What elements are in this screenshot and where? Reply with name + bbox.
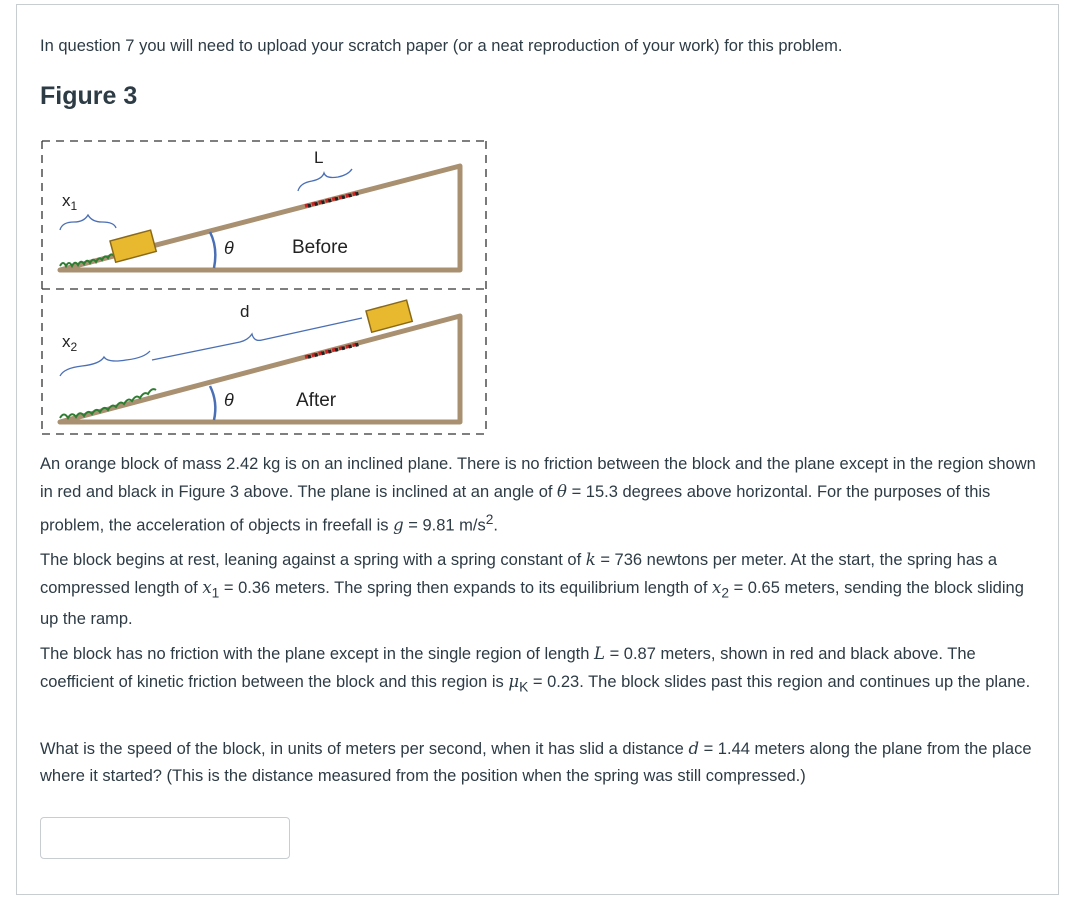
theta-before: θ (224, 238, 234, 258)
intro-text: In question 7 you will need to upload your scratch paper (or a neat reproduction of your work) for this problem. (40, 37, 843, 55)
brace-L (298, 169, 352, 191)
theta-arc-after (210, 386, 215, 420)
figure-dashed-border (42, 141, 486, 434)
label-before: Before (292, 237, 348, 258)
answer-input[interactable] (40, 817, 290, 859)
label-L: L (314, 148, 324, 167)
label-x2: $x_2$ (62, 332, 78, 354)
figure-title: Figure 3 (40, 82, 138, 110)
block-after (366, 300, 412, 332)
before-panel (60, 148, 460, 270)
block-before (110, 230, 156, 262)
after-panel (60, 300, 460, 422)
question-paragraph-3: The block has no friction with the plane except in the single region of length L = 0.87 meters, shown in red and black above. The coefficient of kinetic friction between the block and this region is $\mu_K = 0.23$. The block slides past this region and continues up the plane. (40, 644, 1031, 695)
brace-x2 (60, 351, 150, 376)
ramp-after (60, 316, 460, 422)
spring-after (60, 389, 156, 418)
brace-d (152, 318, 362, 360)
question-paragraph-1: An orange block of mass 2.42 kg is on an inclined plane. There is no friction between the block and the plane except in the region shown in red and black in Figure 3 above. The plane is inclined at an angle of θ = 15.3 degrees above horizontal. For the purposes of this problem, the acceleration of objects in freefall is g = 9.81 $m/s^2$. (40, 455, 1036, 535)
theta-arc-before (210, 232, 215, 268)
brace-x1 (60, 215, 116, 230)
question-paragraph-4: What is the speed of the block, in units of meters per second, when it has slid a distance d = 1.44 meters along the plane from the place where it started? (This is the distance measured from the position when the spring was still compressed.) (40, 739, 1032, 785)
theta-after: θ (224, 390, 234, 410)
label-after: After (296, 390, 337, 411)
figure-3 (40, 136, 490, 441)
label-x1: $x_1$ (62, 191, 78, 213)
question-paragraph-2: The block begins at rest, leaning against a spring with a spring constant of k = 736 newtons per meter. At the start, the spring has a compressed length of $x_1 = 0.36$ meters. The spring then expands to its equilibrium length of $x_2 = 0.65$ meters, sending the block sliding up the ramp. (40, 550, 1024, 629)
figure-svg (40, 136, 490, 441)
label-d: d (240, 302, 250, 321)
